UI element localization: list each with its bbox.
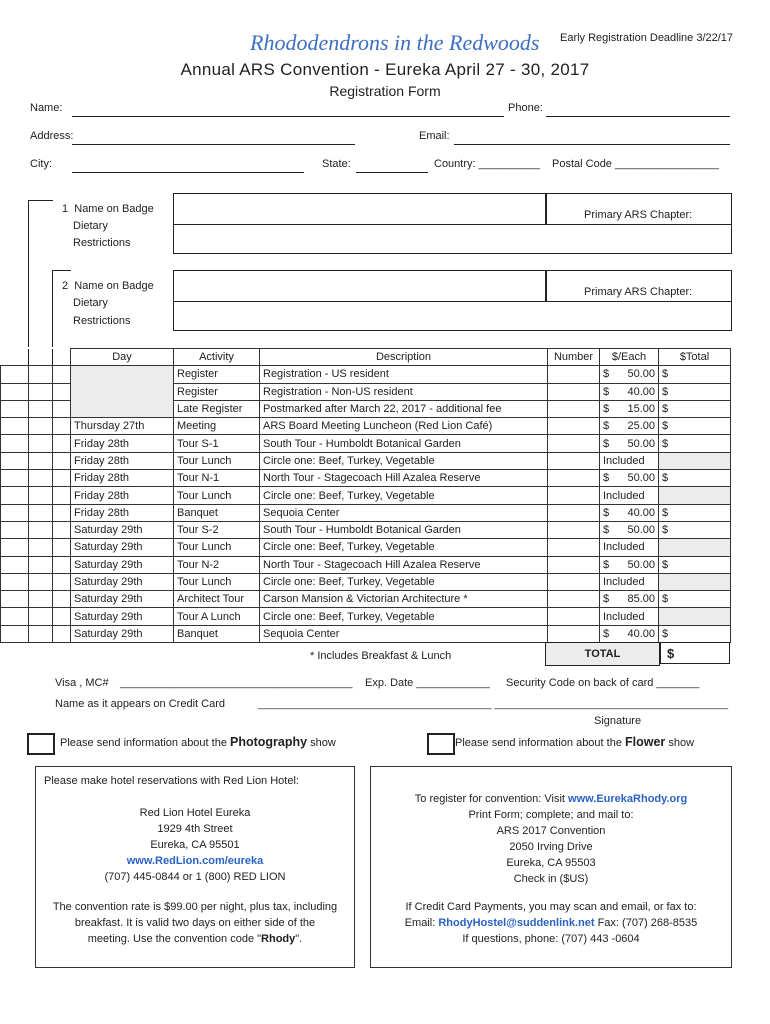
attendee-2-badge-label [62,280,154,292]
table-header-row [1,349,731,366]
hotel-phone: (707) 445-0844 or 1 (800) RED LION [104,871,286,883]
table-row [1,470,731,487]
activity-cell: Meeting [174,418,260,435]
badge-label: Name on Badge [74,280,154,292]
row-total-field[interactable]: $ [659,435,731,452]
row-check-b[interactable] [29,573,53,590]
row-check-c[interactable] [53,625,71,642]
price-each: Included [600,452,659,469]
convention-website-link[interactable]: www.EurekaRhody.org [568,793,688,805]
number-input[interactable] [548,591,600,608]
activity-cell: Late Register [174,400,260,417]
number-input[interactable] [548,556,600,573]
activity-cell: Tour S-1 [174,435,260,452]
name-label: Name: [30,102,63,114]
day-cell: Saturday 29th [71,591,174,608]
phone-field[interactable] [546,102,730,117]
hotel-rate-line-3 [36,931,354,947]
day-cell: Saturday 29th [71,608,174,625]
number-input[interactable] [548,625,600,642]
description-cell: North Tour - Stagecoach Hill Azalea Reserve [260,556,548,573]
attendee-2-chapter-label: Primary ARS Chapter: [584,286,693,298]
attendee-1-dietary-label: Dietary [73,220,108,232]
price-each: Included [600,608,659,625]
description-cell: Sequoia Center [260,504,548,521]
attendee-1-restrictions-label: Restrictions [73,237,131,249]
currency: $ [603,627,610,640]
activity-cell: Tour A Lunch [174,608,260,625]
photo-suffix: show [307,737,336,749]
row-total-field[interactable]: $ [659,521,731,538]
row-check-b[interactable] [29,400,53,417]
activity-cell: Tour S-2 [174,521,260,538]
description-cell: Circle one: Beef, Turkey, Vegetable [260,573,548,590]
price-value: 50.00 [627,437,655,450]
row-check-a[interactable] [1,435,29,452]
activity-cell: Tour N-1 [174,470,260,487]
number-input[interactable] [548,608,600,625]
row-check-c[interactable] [53,470,71,487]
price-each [600,418,659,435]
price-value: 50.00 [627,558,655,571]
currency: $ [603,506,610,519]
table-row [1,591,731,608]
row-total-disabled [659,487,731,504]
register-email-line [371,915,731,931]
register-street: 2050 Irving Drive [509,841,593,853]
row-check-a[interactable] [1,470,29,487]
activity-cell: Tour Lunch [174,573,260,590]
city-field[interactable] [72,158,304,173]
day-cell: Saturday 29th [71,625,174,642]
form-title: Registration Form [329,83,441,99]
registration-deadline: Early Registration Deadline 3/22/17 [560,32,734,44]
row-check-b[interactable] [29,521,53,538]
security-code-field[interactable]: Security Code on back of card _______ [506,677,700,689]
postal-code-field[interactable]: Postal Code _________________ [552,158,719,170]
price-value: 40.00 [627,385,655,398]
hotel-intro: Please make hotel reservations with Red Lion Hotel: [44,775,299,787]
row-total-field[interactable]: $ [659,504,731,521]
price-value: 15.00 [627,403,655,416]
description-cell: Carson Mansion & Victorian Architecture * [260,591,548,608]
attendee-1-dietary-input[interactable] [173,223,732,254]
hotel-website-link[interactable]: www.RedLion.com/eureka [126,855,264,867]
activity-cell: Register [174,366,260,383]
rate-suffix: ". [295,933,303,945]
row-check-c[interactable] [53,556,71,573]
number-input[interactable] [548,452,600,469]
row-total-field[interactable]: $ [659,470,731,487]
header-activity: Activity [174,349,260,366]
day-cell: Saturday 29th [71,573,174,590]
table-row [1,487,731,504]
price-each [600,591,659,608]
activity-cell: Banquet [174,625,260,642]
attendee-2-chapter-box[interactable] [545,270,732,302]
table-row [1,504,731,521]
description-cell: South Tour - Humboldt Botanical Garden [260,521,548,538]
row-check-b[interactable] [29,470,53,487]
row-check-c[interactable] [53,608,71,625]
register-questions: If questions, phone: (707) 443 -0604 [462,933,640,945]
row-check-c[interactable] [53,521,71,538]
hotel-street: 1929 4th Street [157,823,233,835]
number-input[interactable] [548,487,600,504]
row-check-b[interactable] [29,504,53,521]
day-cell: Thursday 27th [71,418,174,435]
day-cell [71,400,174,417]
country-field[interactable]: Country: __________ [434,158,540,170]
number-input[interactable] [548,504,600,521]
day-cell: Saturday 29th [71,539,174,556]
register-cc-line: If Credit Card Payments, you may scan and email, or fax to: [405,901,697,913]
photo-prefix: Please send information about the [60,737,231,749]
flower-checkbox[interactable] [427,733,455,755]
row-check-a[interactable] [1,366,29,383]
register-print-line: Print Form; complete; and mail to: [468,809,634,821]
row-check-b[interactable] [29,435,53,452]
attendee-1-badge-input[interactable] [173,193,547,225]
currency: $ [603,472,610,485]
flower-suffix: show [665,737,695,749]
attendee-2-dietary-label: Dietary [73,297,108,309]
currency: $ [603,558,610,571]
description-cell: Sequoia Center [260,625,548,642]
price-each [600,521,659,538]
attendee-1-chapter-label: Primary ARS Chapter: [584,209,693,221]
breakfast-footnote: * Includes Breakfast & Lunch [310,650,452,662]
register-visit-line [371,791,731,807]
row-check-a[interactable] [1,521,29,538]
currency: $ [603,403,610,416]
register-fax: Fax: (707) 268-8535 [594,917,698,929]
activity-cell: Register [174,383,260,400]
description-cell: Registration - US resident [260,366,548,383]
flower-request-label [455,735,694,749]
number-input[interactable] [548,573,600,590]
price-each [600,400,659,417]
expiration-field[interactable]: Exp. Date ____________ [365,677,490,689]
attendee-2-dietary-input[interactable] [173,300,732,331]
price-each [600,366,659,383]
row-check-a[interactable] [1,487,29,504]
convention-code: Rhody [261,933,296,945]
header-day: Day [71,349,174,366]
register-city: Eureka, CA 95503 [506,857,596,869]
header-total: $Total [659,349,731,366]
row-total-field[interactable]: $ [659,556,731,573]
convention-title: Annual ARS Convention - Eureka April 27 - 30, 2017 [180,60,590,79]
row-check-b[interactable] [29,383,53,400]
row-check-a[interactable] [1,539,29,556]
row-check-c[interactable] [53,539,71,556]
number-input[interactable] [548,366,600,383]
row-check-c[interactable] [53,504,71,521]
price-value: 85.00 [627,593,655,606]
row-total-disabled [659,452,731,469]
row-check-b[interactable] [29,418,53,435]
activity-cell: Banquet [174,504,260,521]
price-each [600,435,659,452]
card-label: Visa , MC# [55,677,109,689]
number-input[interactable] [548,418,600,435]
price-each [600,383,659,400]
row-total-disabled [659,573,731,590]
address-field[interactable] [72,130,355,145]
description-cell: South Tour - Humboldt Botanical Garden [260,435,548,452]
row-check-b[interactable] [29,591,53,608]
description-cell: Registration - Non-US resident [260,383,548,400]
row-check-a[interactable] [1,504,29,521]
cardholder-signature-field[interactable]: ________________________________________ ________________________________________ [258,698,729,710]
attendee-2-number: 2 [62,280,69,292]
flower-prefix: Please send information about the [455,737,626,749]
activity-cell: Tour Lunch [174,539,260,556]
flower-bold: Flower [625,735,666,749]
row-total-field[interactable]: $ [659,418,731,435]
state-field[interactable] [356,158,428,173]
row-total-field[interactable]: $ [659,383,731,400]
register-check: Check in ($US) [513,873,589,885]
row-check-b[interactable] [29,452,53,469]
day-cell [71,383,174,400]
email-field[interactable] [454,130,730,145]
table-row [1,383,731,400]
cardholder-label: Name as it appears on Credit Card [55,698,225,710]
activity-cell: Architect Tour [174,591,260,608]
row-check-b[interactable] [29,625,53,642]
row-check-a[interactable] [1,625,29,642]
row-check-c[interactable] [53,452,71,469]
row-check-b[interactable] [29,556,53,573]
number-input[interactable] [548,435,600,452]
price-value: 40.00 [627,627,655,640]
description-cell: Postmarked after March 22, 2017 - additional fee [260,400,548,417]
currency: $ [603,524,610,537]
header-each: $/Each [600,349,659,366]
number-input[interactable] [548,400,600,417]
currency: $ [603,368,610,381]
name-field[interactable] [72,102,504,117]
register-email-link[interactable]: RhodyHostel@suddenlink.net [438,917,595,929]
number-input[interactable] [548,383,600,400]
registration-info-panel [370,766,732,968]
row-check-c[interactable] [53,487,71,504]
day-cell: Friday 28th [71,487,174,504]
row-check-a[interactable] [1,591,29,608]
row-check-a[interactable] [1,418,29,435]
row-total-disabled [659,608,731,625]
price-each [600,625,659,642]
card-number-field[interactable]: ______________________________________ [120,677,353,689]
day-cell [71,366,174,383]
price-value: 25.00 [627,420,655,433]
phone-label: Phone: [508,102,543,114]
header-description: Description [260,349,548,366]
description-cell: Circle one: Beef, Turkey, Vegetable [260,539,548,556]
total-label: TOTAL [545,642,660,666]
hotel-name: Red Lion Hotel Eureka [139,807,251,819]
price-each: Included [600,539,659,556]
row-check-b[interactable] [29,487,53,504]
price-value: 50.00 [627,368,655,381]
table-row [1,521,731,538]
row-check-a[interactable] [1,556,29,573]
address-label: Address: [30,130,74,142]
attendee-1-badge-label [62,203,154,215]
table-row [1,435,731,452]
photography-request-label [60,735,336,749]
price-value: 50.00 [627,472,655,485]
number-input[interactable] [548,470,600,487]
rate-prefix: meeting. Use the convention code " [87,933,262,945]
activity-cell: Tour N-2 [174,556,260,573]
email-prefix: Email: [404,917,439,929]
description-cell: Circle one: Beef, Turkey, Vegetable [260,608,548,625]
day-cell: Friday 28th [71,470,174,487]
description-cell: ARS Board Meeting Luncheon (Red Lion Café) [260,418,548,435]
event-title: Rhododendrons in the Redwoods [250,30,540,55]
attendee-2-badge-input[interactable] [173,270,547,302]
table-row [1,539,731,556]
number-input[interactable] [548,521,600,538]
grand-total-field[interactable]: $ [660,642,730,664]
price-each: Included [600,487,659,504]
register-org: ARS 2017 Convention [496,825,606,837]
signature-label: Signature [594,715,642,727]
state-label: State: [322,158,351,170]
table-row [1,556,731,573]
table-row [1,366,731,383]
row-check-a[interactable] [1,400,29,417]
row-total-field[interactable]: $ [659,366,731,383]
day-cell: Friday 28th [71,504,174,521]
row-check-c[interactable] [53,418,71,435]
price-value: 50.00 [627,524,655,537]
row-check-b[interactable] [29,608,53,625]
row-total-disabled [659,539,731,556]
attendee-1-number: 1 [62,203,69,215]
photo-bold: Photography [230,735,308,749]
attendee-bracket [28,200,53,347]
table-row [1,573,731,590]
hotel-city: Eureka, CA 95501 [150,839,240,851]
day-cell: Friday 28th [71,435,174,452]
table-row [1,400,731,417]
table-row [1,625,731,642]
price-each [600,504,659,521]
table-row [1,608,731,625]
price-each [600,470,659,487]
row-check-c[interactable] [53,383,71,400]
row-check-a[interactable] [1,573,29,590]
row-check-a[interactable] [1,452,29,469]
row-check-c[interactable] [53,573,71,590]
row-check-c[interactable] [53,435,71,452]
registration-table [0,348,731,643]
price-value: 40.00 [627,506,655,519]
email-label: Email: [419,130,450,142]
price-each: Included [600,573,659,590]
row-total-field[interactable]: $ [659,400,731,417]
currency: $ [603,420,610,433]
row-check-a[interactable] [1,383,29,400]
price-each [600,556,659,573]
currency: $ [603,437,610,450]
row-check-c[interactable] [53,591,71,608]
description-cell: North Tour - Stagecoach Hill Azalea Reserve [260,470,548,487]
hotel-rate-line-2: breakfast. It is valid two days on either side of the [74,917,316,929]
day-cell: Friday 28th [71,452,174,469]
row-check-c[interactable] [53,400,71,417]
table-row [1,418,731,435]
photography-checkbox[interactable] [27,733,55,755]
row-check-c[interactable] [53,366,71,383]
visit-prefix: To register for convention: Visit [414,793,569,805]
attendee-1-chapter-box[interactable] [545,193,732,225]
row-check-b[interactable] [29,366,53,383]
row-check-a[interactable] [1,608,29,625]
badge-label: Name on Badge [74,203,154,215]
hotel-info-panel [35,766,355,968]
currency: $ [603,593,610,606]
day-cell: Saturday 29th [71,556,174,573]
header-number: Number [548,349,600,366]
description-cell: Circle one: Beef, Turkey, Vegetable [260,452,548,469]
activity-cell: Tour Lunch [174,487,260,504]
hotel-rate-line-1: The convention rate is $99.00 per night, plus tax, including [52,901,338,913]
city-label: City: [30,158,52,170]
currency: $ [603,385,610,398]
day-cell: Saturday 29th [71,521,174,538]
attendee-2-restrictions-label: Restrictions [73,315,131,327]
description-cell: Circle one: Beef, Turkey, Vegetable [260,487,548,504]
row-total-field[interactable]: $ [659,591,731,608]
row-check-b[interactable] [29,539,53,556]
activity-cell: Tour Lunch [174,452,260,469]
row-total-field[interactable]: $ [659,625,731,642]
table-row [1,452,731,469]
number-input[interactable] [548,539,600,556]
